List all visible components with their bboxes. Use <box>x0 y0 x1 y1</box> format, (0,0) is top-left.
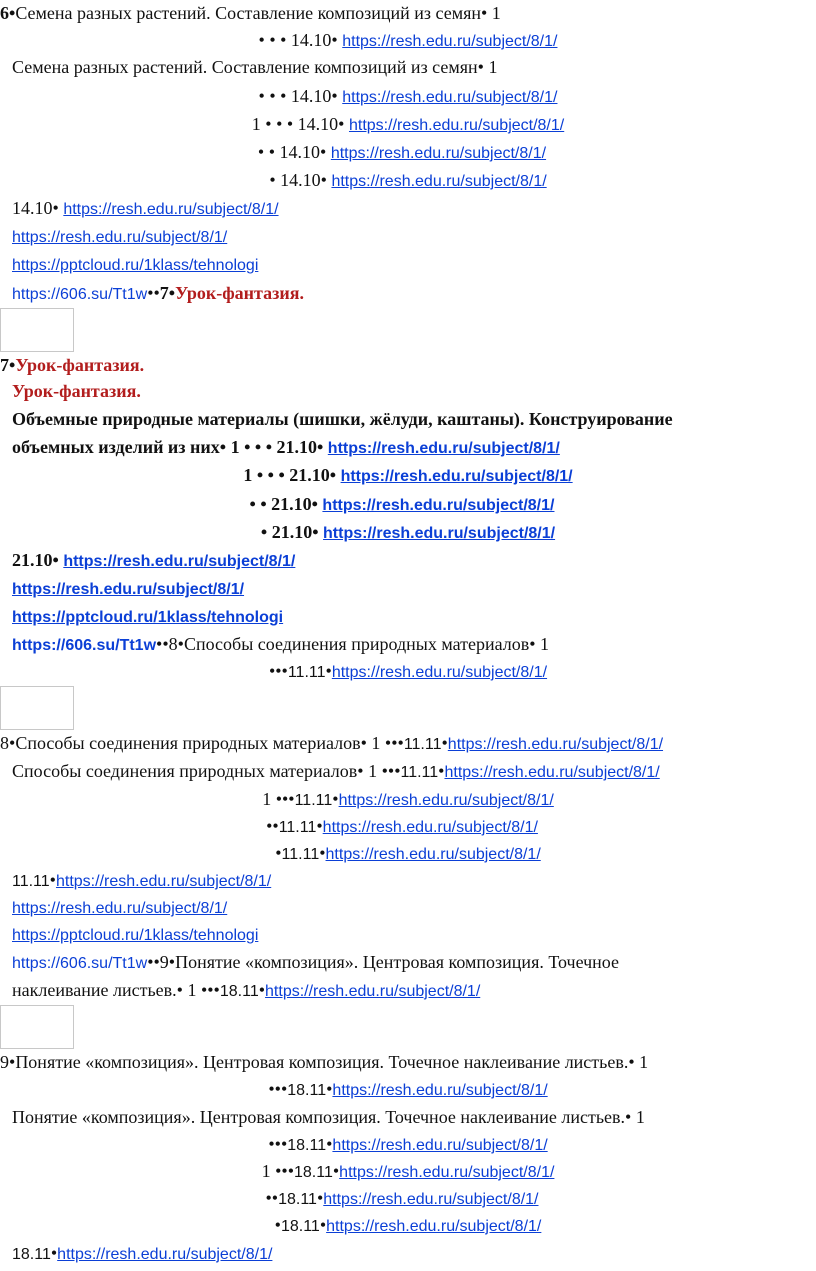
lesson-number: 8• <box>0 733 16 753</box>
resh-link[interactable]: https://resh.edu.ru/subject/8/1/ <box>323 1191 539 1208</box>
date-row: • 21.10• https://resh.edu.ru/subject/8/1/ <box>260 522 556 542</box>
lesson9-title-wrap: наклеивание листьев.• 1 •••18.11•https://resh.edu.ru/subject/8/1/ <box>12 980 481 1000</box>
date-row: 1 •••18.11•https://resh.edu.ru/subject/8/1/ <box>261 1161 555 1181</box>
resh-link[interactable]: https://resh.edu.ru/subject/8/1/ <box>326 1218 542 1235</box>
link-row: https://606.su/Tt1w••7•Урок-фантазия. <box>12 283 304 303</box>
lesson7-title-indent: Урок-фантазия. <box>12 381 141 401</box>
resh-link[interactable]: https://resh.edu.ru/subject/8/1/ <box>447 736 664 753</box>
lesson8-heading: 8•Способы соединения природных материалов• 1 •••11.11•https://resh.edu.ru/subject/8/1/ <box>0 733 664 753</box>
link-row: https://606.su/Tt1w••9•Понятие «композиция». Центровая композиция. Точечное <box>12 952 620 972</box>
resh-link[interactable]: https://resh.edu.ru/subject/8/1/ <box>342 89 558 106</box>
link-row <box>12 223 816 250</box>
date-row: 1 •••11.11•https://resh.edu.ru/subject/8/1/ <box>262 789 554 809</box>
resh-link[interactable]: https://resh.edu.ru/subject/8/1/ <box>63 201 279 218</box>
link-row <box>12 921 816 948</box>
date-row: • • 14.10• https://resh.edu.ru/subject/8/1/ <box>257 142 547 162</box>
resh-link[interactable]: https://resh.edu.ru/subject/8/1/ <box>338 792 554 809</box>
resh-link[interactable]: https://resh.edu.ru/subject/8/1/ <box>12 229 228 246</box>
link-row <box>12 603 816 630</box>
resh-link[interactable]: https://resh.edu.ru/subject/8/1/ <box>322 497 555 514</box>
resh-link[interactable]: https://resh.edu.ru/subject/8/1/ <box>323 525 556 542</box>
date-row: • • • 14.10• https://resh.edu.ru/subject/8/1/ <box>258 86 558 106</box>
resh-link[interactable]: https://resh.edu.ru/subject/8/1/ <box>265 983 481 1000</box>
pptcloud-link[interactable]: https://pptcloud.ru/1klass/tehnologi <box>12 609 284 626</box>
lesson7-title-inline: Урок-фантазия. <box>175 283 304 303</box>
date-row: 21.10• https://resh.edu.ru/subject/8/1/ <box>12 550 296 570</box>
lesson-number: 7• <box>0 355 16 375</box>
resh-link[interactable]: https://resh.edu.ru/subject/8/1/ <box>12 581 245 598</box>
resh-link[interactable]: https://resh.edu.ru/subject/8/1/ <box>55 873 272 890</box>
resh-link[interactable]: https://resh.edu.ru/subject/8/1/ <box>12 900 228 917</box>
link-row <box>12 894 816 921</box>
pptcloud-link[interactable]: https://pptcloud.ru/1klass/tehnologi <box>12 927 259 944</box>
lesson8-title-indent: Способы соединения природных материалов• 1 •••11.11•https://resh.edu.ru/subject/8/1/ <box>12 761 660 781</box>
image-placeholder <box>0 686 74 730</box>
resh-link[interactable]: https://resh.edu.ru/subject/8/1/ <box>327 440 560 457</box>
lesson7-topic: Объемные природные материалы (шишки, жёлуди, каштаны). Конструирование <box>12 409 673 429</box>
lesson9-heading <box>0 1049 816 1076</box>
resh-link[interactable]: https://resh.edu.ru/subject/8/1/ <box>325 846 541 863</box>
date-row: •••18.11•https://resh.edu.ru/subject/8/1/ <box>268 1134 548 1154</box>
date-row: • • • 14.10• https://resh.edu.ru/subject/8/1/ <box>258 30 558 50</box>
date-row: 18.11•https://resh.edu.ru/subject/8/1/ <box>12 1243 273 1263</box>
lesson7-topic: объемных изделий из них• 1 • • • 21.10• https://resh.edu.ru/subject/8/1/ <box>12 437 560 457</box>
link-row <box>12 575 816 602</box>
lesson-title: Семена разных растений. Составление композиций из семян• 1 <box>15 3 501 23</box>
resh-link[interactable]: https://resh.edu.ru/subject/8/1/ <box>340 468 573 485</box>
lesson-title: Понятие «композиция». Центровая композиция. Точечное наклеивание листьев.• 1 <box>15 1052 649 1072</box>
lesson7-heading <box>0 352 816 379</box>
lesson-title: Урок-фантазия. <box>15 355 145 375</box>
lesson-number: 9• <box>0 1052 16 1072</box>
lesson-number: 6• <box>0 3 16 23</box>
date-row: •18.11•https://resh.edu.ru/subject/8/1/ <box>274 1215 542 1235</box>
resh-link[interactable]: https://resh.edu.ru/subject/8/1/ <box>322 819 538 836</box>
resh-link[interactable]: https://resh.edu.ru/subject/8/1/ <box>330 145 547 162</box>
resh-link[interactable]: https://resh.edu.ru/subject/8/1/ <box>332 1137 548 1154</box>
resh-link[interactable]: https://resh.edu.ru/subject/8/1/ <box>339 1164 555 1181</box>
resh-link[interactable]: https://resh.edu.ru/subject/8/1/ <box>342 33 558 50</box>
link-row <box>12 251 816 278</box>
date-row: • • 21.10• https://resh.edu.ru/subject/8/1/ <box>249 494 555 514</box>
lesson6-heading <box>0 0 816 27</box>
link-row: https://606.su/Tt1w••8•Способы соединения природных материалов• 1 <box>12 634 550 654</box>
short-link[interactable]: https://606.su/Tt1w <box>12 955 148 972</box>
date-row: 11.11•https://resh.edu.ru/subject/8/1/ <box>12 870 272 890</box>
date-row: •11.11•https://resh.edu.ru/subject/8/1/ <box>275 843 541 863</box>
date-row: •••18.11•https://resh.edu.ru/subject/8/1/ <box>268 1079 548 1099</box>
pptcloud-link[interactable]: https://pptcloud.ru/1klass/tehnologi <box>12 257 259 274</box>
resh-link[interactable]: https://resh.edu.ru/subject/8/1/ <box>332 1082 548 1099</box>
lesson-title: Способы соединения природных материалов• 1 <box>15 733 385 753</box>
date-row: 1 • • • 14.10• https://resh.edu.ru/subject/8/1/ <box>251 114 565 134</box>
resh-link[interactable]: https://resh.edu.ru/subject/8/1/ <box>331 664 548 681</box>
image-placeholder <box>0 308 74 352</box>
date-row: •••11.11•https://resh.edu.ru/subject/8/1/ <box>268 661 548 681</box>
resh-link[interactable]: https://resh.edu.ru/subject/8/1/ <box>57 1246 273 1263</box>
date-row: ••18.11•https://resh.edu.ru/subject/8/1/ <box>265 1188 539 1208</box>
date-row: • 14.10• https://resh.edu.ru/subject/8/1/ <box>269 170 547 190</box>
short-link[interactable]: https://606.su/Tt1w <box>12 286 148 303</box>
date-row: 1 • • • 21.10• https://resh.edu.ru/subject/8/1/ <box>243 465 573 485</box>
date-row: 14.10• https://resh.edu.ru/subject/8/1/ <box>12 198 279 218</box>
resh-link[interactable]: https://resh.edu.ru/subject/8/1/ <box>63 553 296 570</box>
resh-link[interactable]: https://resh.edu.ru/subject/8/1/ <box>348 117 565 134</box>
short-link[interactable]: https://606.su/Tt1w <box>12 637 157 654</box>
resh-link[interactable]: https://resh.edu.ru/subject/8/1/ <box>444 764 660 781</box>
lesson9-title-indent: Понятие «композиция». Центровая композиция. Точечное наклеивание листьев.• 1 <box>12 1107 645 1127</box>
lesson6-title-indent: Семена разных растений. Составление композиций из семян• 1 <box>12 57 498 77</box>
image-placeholder <box>0 1005 74 1049</box>
resh-link[interactable]: https://resh.edu.ru/subject/8/1/ <box>331 173 547 190</box>
date-row: ••11.11•https://resh.edu.ru/subject/8/1/ <box>266 816 538 836</box>
